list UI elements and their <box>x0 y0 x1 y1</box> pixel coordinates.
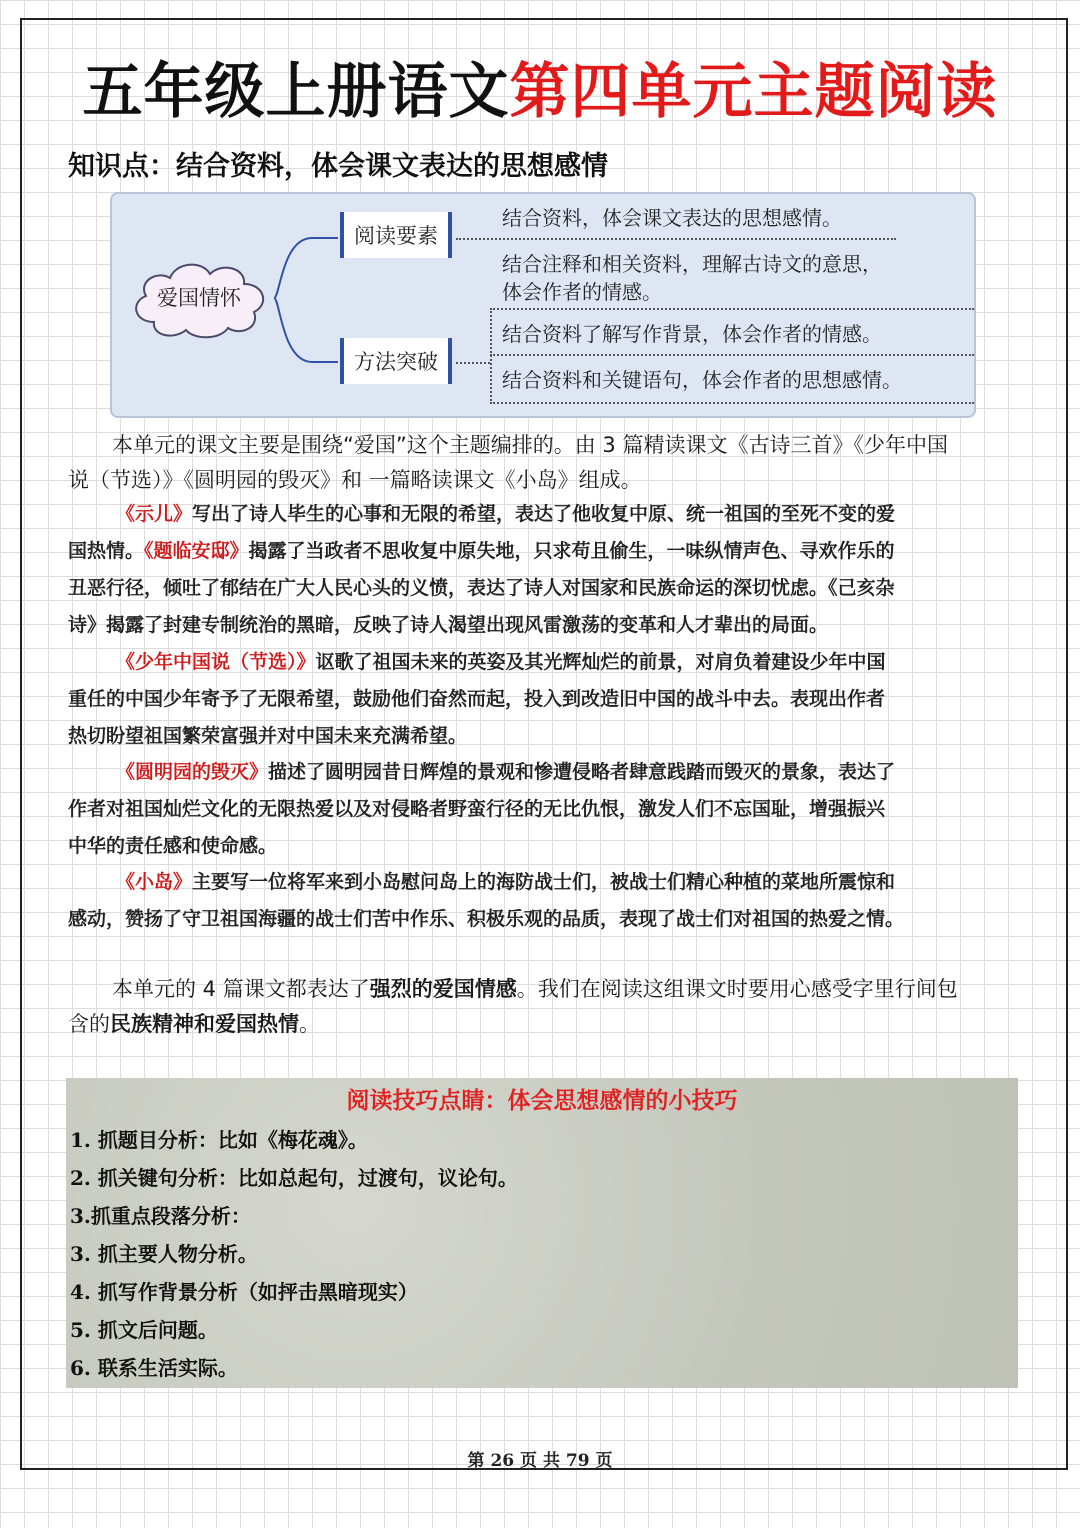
intro-line1: 本单元的课文主要是围绕“爱国”这个主题编排的。由 3 篇精读课文《古诗三首》《少年中国 <box>112 433 948 457</box>
method-item1-line1: 结合注释和相关资料，理解古诗文的意思， <box>502 252 882 276</box>
method-item1-line2: 体会作者的情感。 <box>502 280 662 304</box>
intro-line2: 说（节选）》《圆明园的毁灭》和 一篇略读课文《小岛》组成。 <box>68 468 642 492</box>
title-tilinanadi: 《题临安邸》 <box>144 540 249 562</box>
summary-line2-b: 。 <box>299 1012 320 1036</box>
paragraph-shaonian <box>68 644 1018 755</box>
summary-line1 <box>68 972 1018 1007</box>
para2-line2: 重任的中国少年寄予了无限希望，鼓励他们奋然而起，投入到改造旧中国的战斗中去。表现出作者 <box>68 688 886 710</box>
branch-connector <box>112 194 352 420</box>
tip-item: 5. 抓文后问题。 <box>70 1318 218 1342</box>
tip-item: 2. 抓关键句分析：比如总起句，过渡句，议论句。 <box>70 1166 518 1190</box>
para4-line1-text: 主要写一位将军来到小岛慰问岛上的海防战士们，被战士们精心种植的菜地所震惊和 <box>192 871 896 893</box>
para1-line2-text2: 揭露了当政者不思收复中原失地，只求苟且偷生，一味纵情声色、寻欢作乐的 <box>248 540 895 562</box>
para3-line2: 作者对祖国灿烂文化的无限热爱以及对侵略者野蛮行径的无比仇恨，激发人们不忘国耻，增强振兴 <box>68 798 886 820</box>
page-title <box>0 52 1080 132</box>
summary-line1-b: 。我们在阅读这组课文时要用心感受字里行间包 <box>516 977 958 1001</box>
tip-item: 3. 抓主要人物分析。 <box>70 1242 258 1266</box>
paragraph-gushi <box>68 496 1018 644</box>
summary-line1-bold: 强烈的爱国情感 <box>369 977 517 1001</box>
para1-line3: 丑恶行径，倾吐了郁结在广大人民心头的义愤，表达了诗人对国家和民族命运的深切忧虑。《己亥杂 <box>68 577 895 599</box>
title-shaonian: 《少年中国说（节选）》 <box>116 651 316 673</box>
summary-line2-bold: 民族精神和爱国热情 <box>110 1012 299 1036</box>
title-shier: 《示儿》 <box>116 503 193 525</box>
para2-line3: 热切盼望祖国繁荣富强并对中国未来充满希望。 <box>68 725 468 747</box>
dotted-line-1 <box>456 238 896 240</box>
tip-item: 4. 抓写作背景分析（如抨击黑暗现实） <box>70 1280 418 1304</box>
reading-tips-box <box>66 1078 1018 1388</box>
para2-line1-text: 讴歌了祖国未来的英姿及其光辉灿烂的前景，对肩负着建设少年中国 <box>315 651 886 673</box>
summary-paragraph <box>68 972 1018 1042</box>
tip-item: 3.抓重点段落分析： <box>70 1204 251 1228</box>
tips-title: 阅读技巧点睛：体会思想感情的小技巧 <box>346 1087 738 1114</box>
mind-map <box>110 192 976 418</box>
para3-line1 <box>68 754 1018 791</box>
title-part1: 五年级上册语文 <box>82 57 510 127</box>
para4-line2: 感动，赞扬了守卫祖国海疆的战士们苦中作乐、积极乐观的品质，表现了战士们对祖国的热爱之情。 <box>68 908 905 930</box>
para1-line1 <box>68 496 1018 533</box>
para3-line3: 中华的责任感和使命感。 <box>68 835 278 857</box>
para1-line1-text: 写出了诗人毕生的心事和无限的希望，表达了他收复中原、统一祖国的至死不变的爱 <box>192 503 896 525</box>
para1-line4: 诗》揭露了封建专制统治的黑暗，反映了诗人渴望出现风雷激荡的变革和人才辈出的局面。 <box>68 614 829 636</box>
knowledge-point-heading: 知识点：结合资料，体会课文表达的思想感情 <box>68 151 608 182</box>
para1-line2 <box>68 533 1018 570</box>
tip-item: 6. 联系生活实际。 <box>70 1356 238 1380</box>
para1-line2-text: 国热情。 <box>68 540 145 562</box>
summary-line2-a: 含的 <box>68 1012 110 1036</box>
dotted-line-3 <box>490 354 974 356</box>
title-yuanmingyuan: 《圆明园的毁灭》 <box>116 761 269 783</box>
summary-line2 <box>68 1007 1018 1042</box>
method-item2: 结合资料了解写作背景，体会作者的情感。 <box>502 322 882 346</box>
method-item3: 结合资料和关键语句，体会作者的思想感情。 <box>502 368 902 392</box>
dotted-line-2 <box>456 362 490 364</box>
tip-item: 1. 抓题目分析：比如《梅花魂》。 <box>70 1128 368 1152</box>
tag-reading-element: 阅读要素 <box>340 212 452 258</box>
paragraph-xiaodao <box>68 864 1018 938</box>
intro-paragraph <box>68 428 1018 498</box>
summary-line1-a: 本单元的 4 篇课文都表达了 <box>112 977 370 1001</box>
paragraph-yuanmingyuan <box>68 754 1018 865</box>
tag-method-breakthrough: 方法突破 <box>340 338 452 384</box>
reading-element-text: 结合资料，体会课文表达的思想感情。 <box>502 206 842 230</box>
title-part2: 第四单元主题阅读 <box>509 57 998 127</box>
para2-line1 <box>68 644 1018 681</box>
cloud-label: 爱国情怀 <box>157 286 241 310</box>
para3-line1-text: 描述了圆明园昔日辉煌的景观和惨遭侵略者肆意践踏而毁灭的景象，表达了 <box>268 761 896 783</box>
title-xiaodao: 《小岛》 <box>116 871 193 893</box>
para4-line1 <box>68 864 1018 901</box>
page-number: 第 26 页 共 79 页 <box>467 1451 613 1471</box>
